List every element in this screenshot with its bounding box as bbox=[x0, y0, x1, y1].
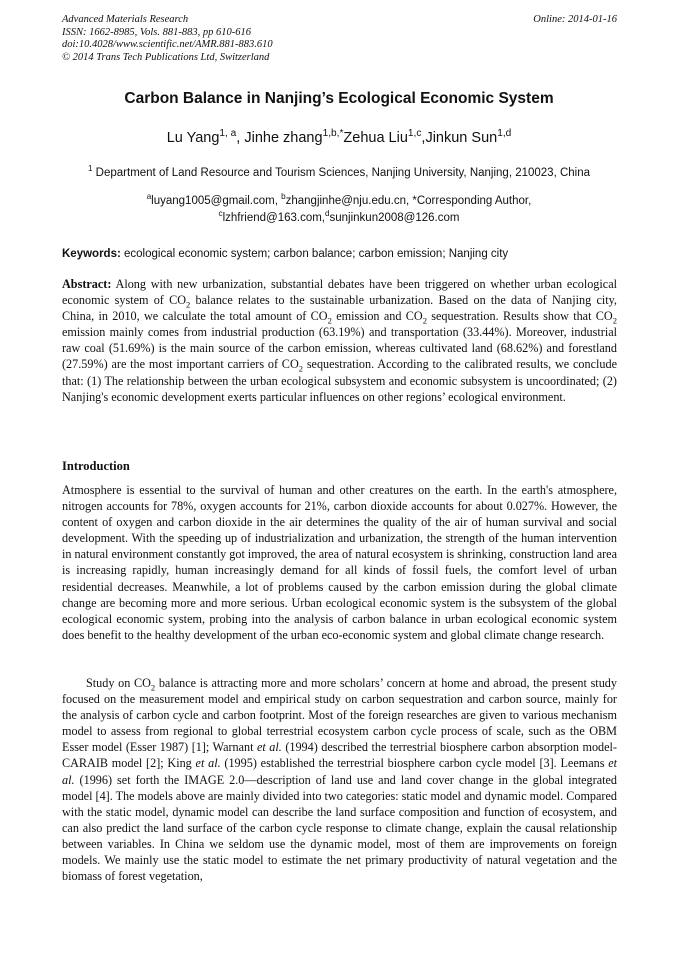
subscript: 2 bbox=[150, 682, 156, 693]
paragraph-text: (1996) set forth the IMAGE 2.0—description of land use and land cover change in the global integrated model [4]. The models above are mainly divided into two categories: static model and dynamic model. Compared with the static model, dynamic model can describe the land surface composition and function of ecosystem, and can also predict the land surface of the carbon cycle response to climate change, explain the causal relationship between variables. In China we seldom use the dynamic model, most of them are improvements on foreign models. We mainly use the static model to estimate the net primary productivity of natural vegetation and the biomass of forest vegetation, bbox=[62, 772, 617, 884]
abstract-label: Abstract: bbox=[62, 277, 112, 291]
doi-line[interactable]: doi:10.4028/www.scientific.net/AMR.881-883.610 bbox=[62, 39, 273, 50]
email-link[interactable]: sunjinkun2008@126.com bbox=[329, 212, 460, 224]
affiliation bbox=[0, 164, 678, 179]
corresponding-note: , *Corresponding Author, bbox=[405, 195, 532, 207]
online-date: Online: 2014-01-16 bbox=[533, 14, 617, 25]
email-link[interactable]: zhangjinhe@nju.edu.cn bbox=[285, 195, 406, 207]
keywords bbox=[62, 248, 617, 260]
affiliation-text: Department of Land Resource and Tourism Sciences, Nanjing University, Nanjing, 210023, China bbox=[95, 167, 591, 179]
affiliation-mark: 1 bbox=[87, 164, 93, 174]
et-al: et al. bbox=[62, 756, 618, 787]
subscript: 2 bbox=[327, 315, 332, 326]
paper-title: Carbon Balance in Nanjing’s Ecological Economic System bbox=[124, 90, 554, 107]
email-link[interactable]: luyang1005@gmail.com, bbox=[151, 195, 278, 207]
issn-line: ISSN: 1662-8985, Vols. 881-883, pp 610-616 bbox=[62, 26, 251, 38]
journal-name: Advanced Materials Research bbox=[62, 14, 189, 25]
email-mark: d bbox=[325, 209, 330, 219]
abstract-text: emission and CO bbox=[331, 309, 423, 324]
section-heading-introduction: Introduction bbox=[62, 459, 130, 473]
author-affil-mark: 1,d bbox=[497, 128, 512, 140]
paragraph-text: balance is attracting more and more scholars’ concern at home and abroad, the present study focused on the measurement model and empirical study on carbon sequestration and carbon source, mainly for the analysis of carbon cycle and carbon footprint. Most of the foreign researches are given to various mechanism model to assess from regional to global terrestrial ecosystem carbon cycle process of scale, such as the OBM Esser model (Esser 1987) [1]; Warnant bbox=[62, 676, 617, 755]
author-name: Zehua Liu bbox=[343, 130, 408, 146]
intro-paragraph-2 bbox=[62, 675, 617, 884]
author-affil-mark: 1,c bbox=[407, 128, 422, 140]
subscript: 2 bbox=[422, 315, 427, 326]
intro-paragraph-1: Atmosphere is essential to the survival of human and other creatures on the earth. In the earth's atmosphere, nitrogen accounts for 78%, oxygen accounts for 21%, carbon dioxide accounts for about 0.027%. However, the content of oxygen and carbon dioxide in the air determines the quality of the air of human survival and social development. With the speeding up of industrialization and urbanization, the strength of the human intervention in natural environment constantly got improved, the area of natural ecosystem is shrinking, construction land area is increasing rapidly, human increasingly demand for all kinds of fossil fuels, the comfort level of urban residential decreases. Meanwhile, a lot of problems caused by the carbon emission during the global climate change are becoming more and more serious. Urban ecological economic system is the subsystem of the global ecological economic system, probing into the analysis of carbon balance in urban ecological economic system does benefit to the healthy development of the urban eco-economic system and global climate change research. bbox=[62, 483, 617, 642]
abstract-text: Along with new urbanization, substantial debates have been triggered on whether urban ecological economic system of CO bbox=[62, 277, 617, 308]
author-list: Lu Yang$^{1, a}$, Jinhe zhang$^{1,b,*}$Zehua Liu$^{1,c}$,Jinkun Sun$^{1,d}$ bbox=[166, 128, 512, 146]
email-mark: b bbox=[281, 192, 286, 202]
journal-header bbox=[62, 14, 617, 64]
subscript: 2 bbox=[612, 315, 617, 326]
abstract-text: sequestration. Results show that CO bbox=[426, 309, 613, 324]
author-name: Lu Yang bbox=[166, 130, 220, 146]
paragraph-text: (1994) described the terrestrial biosphere carbon absorption model-CARAIB model [2]; King bbox=[62, 740, 617, 771]
author-emails bbox=[0, 193, 678, 227]
et-al: et al. bbox=[257, 740, 282, 755]
email-mark: a bbox=[146, 192, 152, 202]
abstract bbox=[62, 276, 617, 405]
email-link[interactable]: lzhfriend@163.com, bbox=[222, 212, 326, 224]
keywords-label: Keywords: bbox=[62, 248, 121, 260]
email-mark: c bbox=[218, 209, 223, 219]
author-affil-mark: 1,b,* bbox=[322, 128, 344, 140]
copyright-line: © 2014 Trans Tech Publications Ltd, Switzerland bbox=[62, 51, 270, 63]
author-affil-mark: 1, a bbox=[219, 128, 237, 140]
abstract-text: emission mainly comes from industrial production (63.19%) and transportation (33.44%). Moreover, industrial raw coal (51.69%) is the main source of the carbon emission, whereas cultivated land (68.62%) and forestland (27.59%) are the most important carriers of CO bbox=[62, 325, 617, 372]
author-name: Jinkun Sun bbox=[425, 130, 498, 146]
et-al: et al. bbox=[195, 756, 221, 771]
paragraph-text: Study on CO bbox=[86, 676, 151, 690]
keywords-text: ecological economic system; carbon balance; carbon emission; Nanjing city bbox=[124, 248, 509, 260]
subscript: 2 bbox=[186, 299, 191, 310]
author-name: Jinhe zhang bbox=[244, 130, 323, 146]
paragraph-text: (1995) established the terrestrial biosphere carbon cycle model [3]. Leemans bbox=[220, 756, 609, 771]
subscript: 2 bbox=[298, 363, 304, 374]
abstract-text: sequestration. According to the calibrated results, we conclude that: (1) The relationship between the urban ecological subsystem and economic subsystem is uncoordinated; (2) Nanjing's economic development exerts particular influences on other regions’ ecological environment. bbox=[62, 357, 617, 404]
abstract-text: balance relates to the sustainable urbanization. Based on the data of Nanjing city, China, in 2010, we calculate the total amount of CO bbox=[62, 293, 617, 324]
